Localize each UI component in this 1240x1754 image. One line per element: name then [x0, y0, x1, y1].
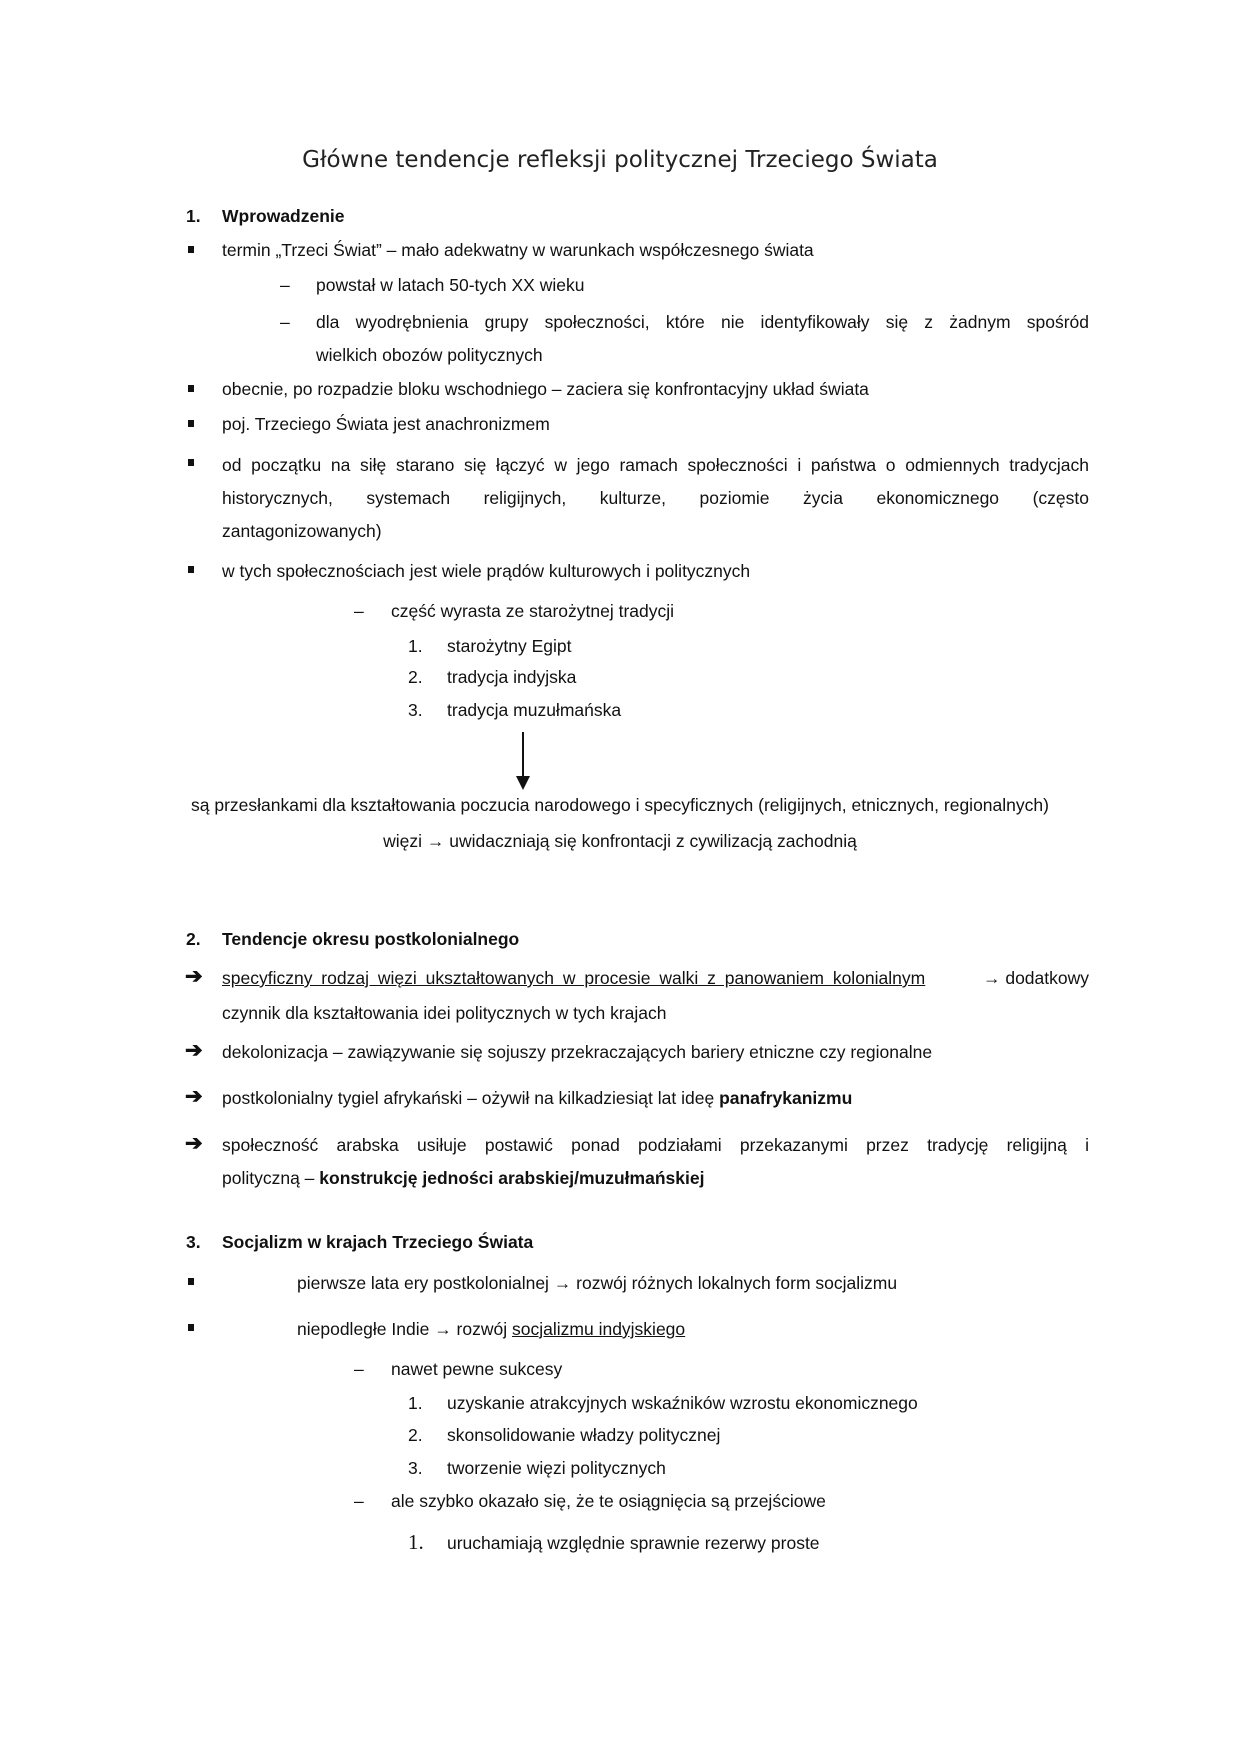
list-item-continuation: wielkich obozów politycznych	[316, 345, 543, 365]
arrow-bullet-icon: ➔	[185, 965, 203, 988]
list-item: starożytny Egipt	[447, 636, 572, 656]
list-item	[222, 967, 1089, 989]
list-item: tradycja muzułmańska	[447, 700, 622, 720]
bullet-icon	[188, 1278, 194, 1285]
list-item-text: → dodatkowy	[982, 968, 1089, 988]
list-item: uruchamiają względnie sprawnie rezerwy proste	[447, 1533, 820, 1553]
list-number: 3.	[408, 1458, 423, 1478]
list-item: w tych społecznościach jest wiele prądów kulturowych i politycznych	[222, 561, 751, 581]
dash-marker: –	[280, 312, 290, 332]
list-item-text: postkolonialny tygiel afrykański – ożywił na kilkadziesiąt lat ideę	[222, 1088, 715, 1108]
list-number: 1.	[408, 1393, 423, 1413]
down-arrow-icon	[522, 732, 524, 778]
list-number: 2.	[408, 667, 423, 687]
list-item	[297, 1318, 685, 1340]
section-heading: Socjalizm w krajach Trzeciego Świata	[222, 1232, 534, 1252]
dash-marker: –	[354, 601, 364, 621]
list-item: skonsolidowanie władzy politycznej	[447, 1425, 721, 1445]
section-heading: Tendencje okresu postkolonialnego	[222, 929, 520, 949]
bullet-icon	[188, 459, 194, 466]
section-number: 1.	[186, 206, 201, 226]
list-number: 2.	[408, 1425, 423, 1445]
list-item	[222, 1087, 852, 1109]
list-item: dekolonizacja – zawiązywanie się sojuszy przekraczających bariery etniczne czy regionalne	[222, 1042, 933, 1062]
bullet-icon	[188, 420, 194, 427]
section-heading: Wprowadzenie	[222, 206, 345, 226]
arrow-bullet-icon: ➔	[185, 1039, 203, 1062]
bullet-icon	[188, 385, 194, 392]
bullet-icon	[188, 566, 194, 573]
bold-text: konstrukcję jedności arabskiej/muzułmańskiej	[319, 1168, 705, 1188]
list-item-text: niepodległe Indie → rozwój	[297, 1319, 508, 1339]
list-item: pierwsze lata ery postkolonialnej → rozwój różnych lokalnych form socjalizmu	[297, 1273, 898, 1293]
list-item: obecnie, po rozpadzie bloku wschodniego – zaciera się konfrontacyjny układ świata	[222, 379, 869, 399]
list-number: 1.	[408, 636, 423, 656]
conclusion-line: są przesłankami dla kształtowania poczucia narodowego i specyficznych (religijnych, etnicznych, regionalnych)	[191, 795, 1049, 815]
document-title: Główne tendencje refleksji politycznej Trzeciego Świata	[302, 147, 938, 173]
down-arrow-head	[516, 776, 530, 790]
arrow-bullet-icon: ➔	[185, 1132, 203, 1155]
list-item: nawet pewne sukcesy	[391, 1359, 563, 1379]
list-item: tradycja indyjska	[447, 667, 577, 687]
list-item: część wyrasta ze starożytnej tradycji	[391, 601, 675, 621]
list-item: termin „Trzeci Świat” – mało adekwatny w warunkach współczesnego świata	[222, 240, 814, 260]
list-item: ale szybko okazało się, że te osiągnięcia są przejściowe	[391, 1491, 826, 1511]
section-number: 2.	[186, 929, 201, 949]
list-item: poj. Trzeciego Świata jest anachronizmem	[222, 414, 550, 434]
list-item-continuation	[222, 1167, 704, 1189]
list-item: powstał w latach 50-tych XX wieku	[316, 275, 585, 295]
bullet-icon	[188, 246, 194, 253]
arrow-bullet-icon: ➔	[185, 1085, 203, 1108]
list-item: uzyskanie atrakcyjnych wskaźników wzrostu ekonomicznego	[447, 1393, 918, 1413]
list-item-text: polityczną –	[222, 1168, 315, 1188]
bullet-icon	[188, 1324, 194, 1331]
list-number: 3.	[408, 700, 423, 720]
list-item-continuation: czynnik dla kształtowania idei politycznych w tych krajach	[222, 1003, 667, 1023]
list-item-continuation: zantagonizowanych)	[222, 521, 382, 541]
bold-text: panafrykanizmu	[719, 1088, 853, 1108]
dash-marker: –	[354, 1359, 364, 1379]
dash-marker: –	[354, 1491, 364, 1511]
conclusion-line: więzi → uwidaczniają się konfrontacji z cywilizacją zachodnią	[383, 831, 857, 851]
list-item-continuation: historycznych, systemach religijnych, kulturze, poziomie życia ekonomicznego (często	[222, 488, 1089, 508]
list-item: tworzenie więzi politycznych	[447, 1458, 666, 1478]
dash-marker: –	[280, 275, 290, 295]
underlined-text: specyficzny rodzaj więzi ukształtowanych w procesie walki z panowaniem kolonialnym	[222, 968, 926, 988]
list-item: dla wyodrębnienia grupy społeczności, które nie identyfikowały się z żadnym spośród	[316, 312, 1089, 332]
list-item: społeczność arabska usiłuje postawić ponad podziałami przekazanymi przez tradycję religijną i	[222, 1135, 1089, 1155]
list-number: 1.	[408, 1530, 424, 1554]
list-item: od początku na siłę starano się łączyć w jego ramach społeczności i państwa o odmiennych tradycjach	[222, 455, 1089, 475]
underlined-text: socjalizmu indyjskiego	[512, 1319, 686, 1339]
section-number: 3.	[186, 1232, 201, 1252]
